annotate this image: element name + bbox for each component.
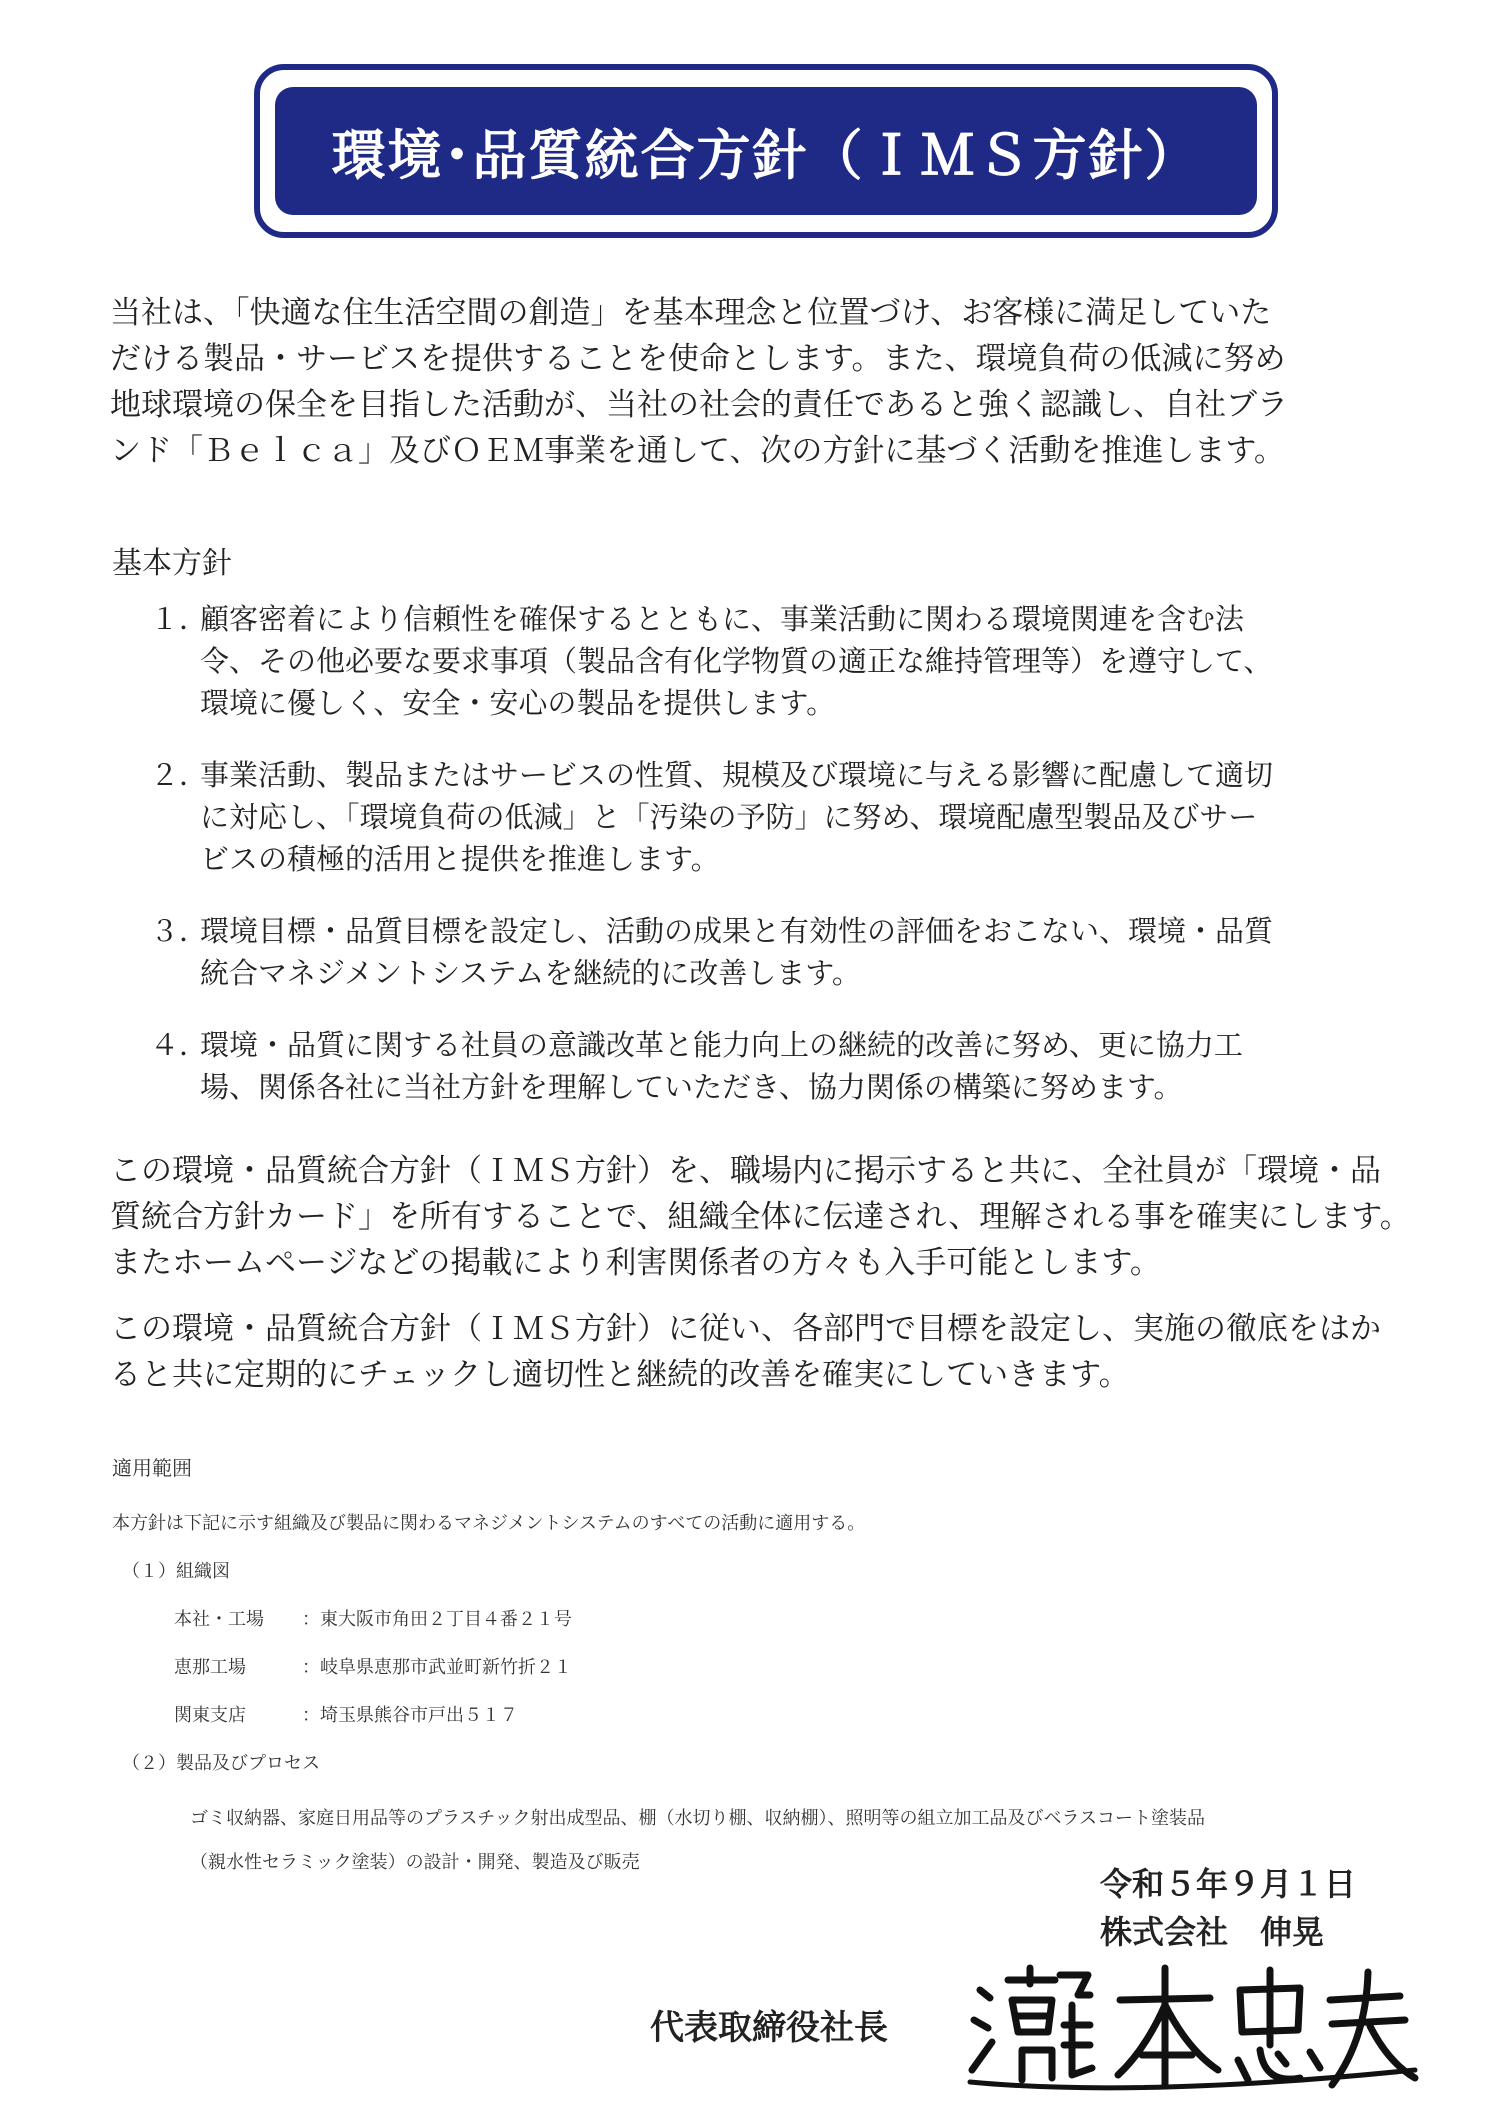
location-row — [174, 1701, 1432, 1727]
issuer-block — [1100, 1860, 1356, 1956]
closing-paragraph-2 — [110, 1306, 1420, 1398]
closing-paragraph-1 — [110, 1148, 1420, 1286]
intro-paragraph — [110, 290, 1410, 474]
intro-line: 当社は、「快適な住生活空間の創造」を基本理念と位置づけ、お客様に満足していた — [110, 295, 1272, 331]
product-heading: （２）製品及びプロセス — [122, 1753, 320, 1774]
policy-line: 統合マネジメントシステムを継続的に改善します。 — [200, 956, 861, 990]
policy-number: ３． — [150, 914, 209, 948]
policy-line: 事業活動、製品またはサービスの性質、規模及び環境に与える影響に配慮して適切 — [200, 758, 1274, 792]
company-name: 株式会社 伸晃 — [1100, 1913, 1325, 1951]
policy-text — [200, 910, 1320, 994]
representative-title: 代表取締役社長 — [650, 2008, 888, 2048]
intro-line: だける製品・サービスを提供することを使命とします。また、環境負荷の低減に努め — [110, 341, 1286, 377]
policy-line: 令、その他必要な要求事項（製品含有化学物質の適正な維持管理等）を遵守して、 — [200, 644, 1273, 678]
location-name: 関東支店 — [174, 1705, 246, 1726]
page-title: 環境･品質統合方針（ＩＭＳ方針） — [275, 87, 1257, 215]
policy-number: ４． — [150, 1028, 209, 1062]
policy-line: 顧客密着により信頼性を確保するとともに、事業活動に関わる環境関連を含む法 — [200, 602, 1245, 636]
policy-heading: 基本方針 — [112, 546, 232, 581]
policy-text — [200, 1024, 1320, 1108]
closing-line: またホームページなどの掲載により利害関係者の方々も入手可能とします。 — [110, 1245, 1161, 1281]
location-row — [174, 1605, 1432, 1631]
location-name: 本社・工場 — [174, 1609, 264, 1630]
policy-line: 場、関係各社に当社方針を理解していただき、協力関係の構築に努めます。 — [200, 1070, 1183, 1104]
scope-text: 本方針は下記に示す組織及び製品に関わるマネジメントシステムのすべての活動に適用する。 — [112, 1513, 866, 1534]
location-name: 恵那工場 — [174, 1657, 246, 1678]
closing-line: ると共に定期的にチェックし適切性と継続的改善を確実にしていきます。 — [110, 1357, 1130, 1393]
policy-line: 環境目標・品質目標を設定し、活動の成果と有効性の評価をおこない、環境・品質 — [200, 914, 1274, 948]
policy-number: ２． — [150, 758, 209, 792]
policy-item-4 — [150, 1024, 1320, 1108]
policy-line: 環境に優しく、安全・安心の製品を提供します。 — [200, 686, 836, 720]
location-address: ：埼玉県熊谷市戸出５１７ — [302, 1705, 518, 1726]
policy-number: １． — [150, 602, 209, 636]
product-line: （親水性セラミック塗装）の設計・開発、製造及び販売 — [190, 1852, 640, 1873]
closing-line: この環境・品質統合方針（ＩＭＳ方針）に従い、各部門で目標を設定し、実施の徹底をはか — [110, 1311, 1381, 1347]
issue-date: 令和５年９月１日 — [1100, 1865, 1357, 1903]
intro-line: 地球環境の保全を目指した活動が、当社の社会的責任であると強く認識し、自社ブラ — [110, 387, 1288, 423]
scope-section — [112, 1452, 1432, 1895]
signature-icon — [960, 1950, 1420, 2100]
policy-text — [200, 598, 1320, 724]
policy-list — [150, 598, 1320, 1138]
title-frame — [254, 64, 1278, 238]
policy-line: 環境・品質に関する社員の意識改革と能力向上の継続的改善に努め、更に協力工 — [200, 1028, 1243, 1062]
closing-line: この環境・品質統合方針（ＩＭＳ方針）を、職場内に掲示すると共に、全社員が「環境・品 — [110, 1153, 1381, 1189]
location-address: ：岐阜県恵那市武並町新竹折２１ — [302, 1657, 572, 1678]
policy-item-3 — [150, 910, 1320, 994]
closing-line: 質統合方針カード」を所有することで、組織全体に伝達され、理解される事を確実にします。 — [110, 1199, 1411, 1235]
policy-line: ビスの積極的活用と提供を推進します。 — [200, 842, 720, 876]
location-address: ：東大阪市角田２丁目４番２１号 — [302, 1609, 572, 1630]
policy-line: に対応し、「環境負荷の低減」と「汚染の予防」に努め、環境配慮型製品及びサー — [200, 800, 1258, 834]
policy-text — [200, 754, 1320, 880]
product-line: ゴミ収納器、家庭日用品等のプラスチック射出成型品、棚（水切り棚、収納棚）、照明等の組立加工品及びベラスコート塗装品 — [190, 1808, 1206, 1829]
location-row — [174, 1653, 1432, 1679]
org-heading: （１）組織図 — [122, 1561, 230, 1582]
intro-line: ンド「Ｂｅｌｃａ」及びＯＥＭ事業を通して、次の方針に基づく活動を推進します。 — [110, 433, 1285, 469]
policy-item-1 — [150, 598, 1320, 724]
policy-item-2 — [150, 754, 1320, 880]
closing-section — [110, 1148, 1420, 1418]
scope-title: 適用範囲 — [112, 1456, 192, 1480]
